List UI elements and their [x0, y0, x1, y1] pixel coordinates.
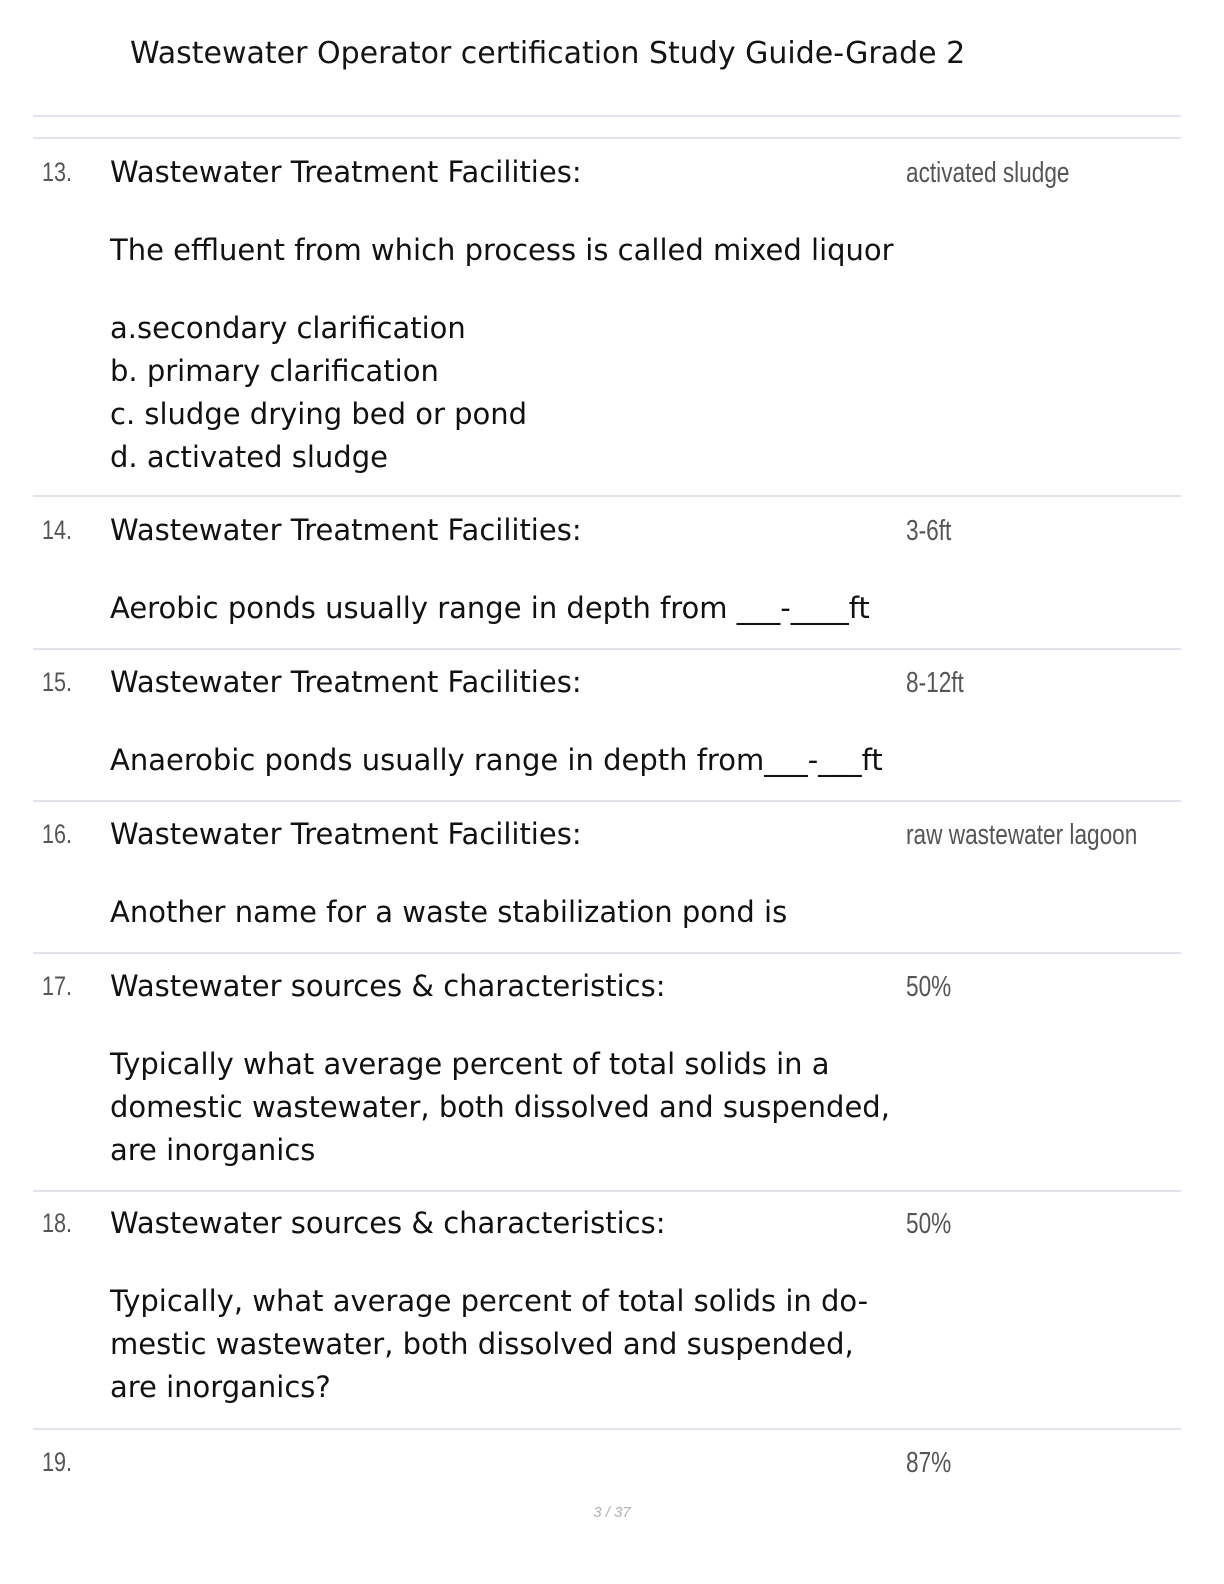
document-title: Wastewater Operator certification Study Guide-Grade 2 [130, 36, 966, 71]
question-line: are inorganics? [110, 1370, 331, 1404]
card-question: Aerobic ponds usually range in depth from ___-____ft [110, 591, 870, 625]
card-divider [33, 495, 1181, 497]
card-answer: 50% [906, 971, 952, 1003]
card-number: 13. [42, 157, 73, 187]
card-answer: 87% [906, 1447, 952, 1479]
question-line: Typically what average percent of total solids in a [110, 1047, 830, 1081]
card-category: Wastewater Treatment Facilities: [110, 665, 582, 699]
header-divider [33, 115, 1181, 117]
option-b: b. primary clarification [110, 354, 439, 388]
card-term [110, 965, 910, 1172]
card-number: 19. [42, 1447, 73, 1477]
card-divider [33, 952, 1181, 954]
question-line: Typically, what average percent of total solids in do- [110, 1284, 869, 1318]
card-answer: 3-6ft [906, 515, 952, 547]
card-term [110, 813, 910, 934]
card-divider [33, 1190, 1181, 1192]
question-line: mestic wastewater, both dissolved and suspended, [110, 1327, 854, 1361]
card-divider [33, 1428, 1181, 1430]
card-category: Wastewater Treatment Facilities: [110, 513, 582, 547]
option-a: a.secondary clarification [110, 311, 466, 345]
card-divider [33, 137, 1181, 139]
card-term [110, 509, 910, 630]
question-line: are inorganics [110, 1133, 316, 1167]
option-c: c. sludge drying bed or pond [110, 397, 528, 431]
card-number: 18. [42, 1208, 73, 1238]
card-category: Wastewater Treatment Facilities: [110, 155, 582, 189]
card-term [110, 661, 910, 782]
card-number: 14. [42, 515, 73, 545]
question-line: domestic wastewater, both dissolved and suspended, [110, 1090, 890, 1124]
card-number: 17. [42, 971, 73, 1001]
card-answer: activated sludge [906, 157, 1070, 189]
card-question [110, 1280, 910, 1409]
option-d: d. activated sludge [110, 440, 388, 474]
card-divider [33, 648, 1181, 650]
card-number: 16. [42, 819, 73, 849]
card-term [110, 151, 910, 479]
card-divider [33, 800, 1181, 802]
card-category: Wastewater sources & characteristics: [110, 969, 666, 1003]
card-options [110, 307, 910, 479]
card-category: Wastewater Treatment Facilities: [110, 817, 582, 851]
page-number: 3 / 37 [593, 1504, 631, 1521]
card-answer: 8-12ft [906, 667, 964, 699]
card-term [110, 1202, 910, 1409]
card-question [110, 1043, 910, 1172]
card-question: Anaerobic ponds usually range in depth from___-___ft [110, 743, 883, 777]
card-answer: raw wastewater lagoon [906, 819, 1138, 851]
card-number: 15. [42, 667, 73, 697]
card-category: Wastewater sources & characteristics: [110, 1206, 666, 1240]
card-question: The effluent from which process is called mixed liquor [110, 233, 894, 267]
card-question: Another name for a waste stabilization pond is [110, 895, 788, 929]
card-answer: 50% [906, 1208, 952, 1240]
